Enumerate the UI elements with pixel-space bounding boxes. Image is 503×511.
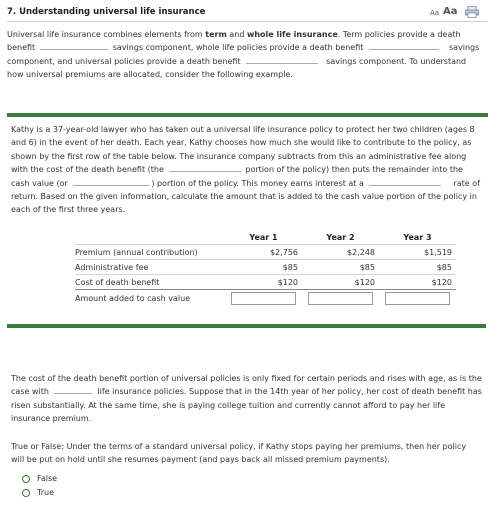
year-3-header: Year 3	[403, 233, 432, 242]
term-bold: term	[205, 30, 227, 39]
dropdown-blank-2[interactable]	[369, 41, 439, 50]
question-header	[7, 6, 496, 20]
table-row	[75, 275, 456, 290]
intro-paragraph: Universal life insurance combines elements from term and whole life insurance. Term policies provide a death benefit savings component, whole life policies provide a death benefit savings component, and universal policies provide a death benefit savings component. To understand how universal premiums are allocated, consider the following example.	[7, 30, 480, 80]
table-cell: $85	[302, 260, 379, 275]
table-cell: $120	[225, 275, 302, 290]
question-title: 7. Understanding universal life insurance	[7, 7, 206, 17]
dropdown-blank-1[interactable]	[40, 41, 108, 50]
table-row	[75, 260, 456, 275]
decrease-font-button[interactable]: Aa	[430, 9, 440, 17]
table-cell: $1,519	[379, 245, 456, 260]
radio-button[interactable]	[22, 489, 30, 497]
option-false[interactable]	[22, 474, 57, 483]
year-1-cash-input[interactable]	[231, 292, 296, 305]
option-true[interactable]	[22, 488, 54, 497]
dropdown-blank-7[interactable]	[54, 385, 92, 394]
year-2-cash-input[interactable]	[308, 292, 373, 305]
dropdown-blank-5[interactable]	[73, 177, 149, 186]
year-1-header: Year 1	[249, 233, 278, 242]
dropdown-blank-6[interactable]	[369, 177, 441, 186]
example-paragraph: Kathy is a 37-year-old lawyer who has taken out a universal life insurance policy to protect her two children (ages 8 and 6) in the event of her death. Each year, Kathy chooses how much she would like to contribute to the policy, as shown by the first row of the table below. The insurance company subtracts from this an administrative fee along with the cost of the death benefit (the portion of the policy) then puts the remainder into the cash value (or ) portion of the policy. This money earns interest at a rate of return. Based on the given information, calculate the amount that is added to the cash value portion of the policy in each of the first three years.	[11, 125, 480, 215]
table-cell: $2,248	[302, 245, 379, 260]
printer-icon[interactable]	[465, 6, 479, 18]
section-divider-2	[7, 324, 486, 328]
table-cell: $120	[379, 275, 456, 290]
dropdown-blank-3[interactable]	[246, 55, 318, 64]
table-cell: $85	[379, 260, 456, 275]
table-cell: $2,756	[225, 245, 302, 260]
table-row	[75, 245, 456, 260]
table-cell: $120	[302, 275, 379, 290]
option-label: True	[37, 488, 54, 497]
cash-value-table	[75, 231, 456, 307]
year-3-cash-input[interactable]	[385, 292, 450, 305]
option-label: False	[37, 474, 58, 483]
header-divider	[7, 21, 488, 22]
whole-life-bold: whole life insurance	[246, 30, 338, 39]
increase-font-button[interactable]: Aa	[443, 6, 458, 17]
table-cell: $85	[225, 260, 302, 275]
cost-paragraph: The cost of the death benefit portion of universal policies is only fixed for certain periods and rises with age, as is the case with life insurance policies. Suppose that in the 14th year of her policy, her cost of death benefit has risen substantially. At the same time, she is paying college tuition and currently cannot afford to pay her life insurance premium.	[11, 374, 482, 424]
row-label: Cost of death benefit	[75, 275, 225, 290]
true-false-question: True or False: Under the terms of a standard universal policy, if Kathy stops paying her premiums, then her policy will be put on hold until she resumes payment (and pays back all missed premium payments).	[11, 442, 467, 465]
section-divider-1	[7, 113, 488, 117]
row-label: Premium (annual contribution)	[75, 245, 225, 260]
result-label: Amount added to cash value	[75, 290, 225, 308]
row-label: Administrative fee	[75, 260, 225, 275]
dropdown-blank-4[interactable]	[169, 163, 241, 172]
result-row	[75, 290, 456, 308]
radio-button[interactable]	[22, 475, 30, 483]
year-2-header: Year 2	[326, 233, 355, 242]
